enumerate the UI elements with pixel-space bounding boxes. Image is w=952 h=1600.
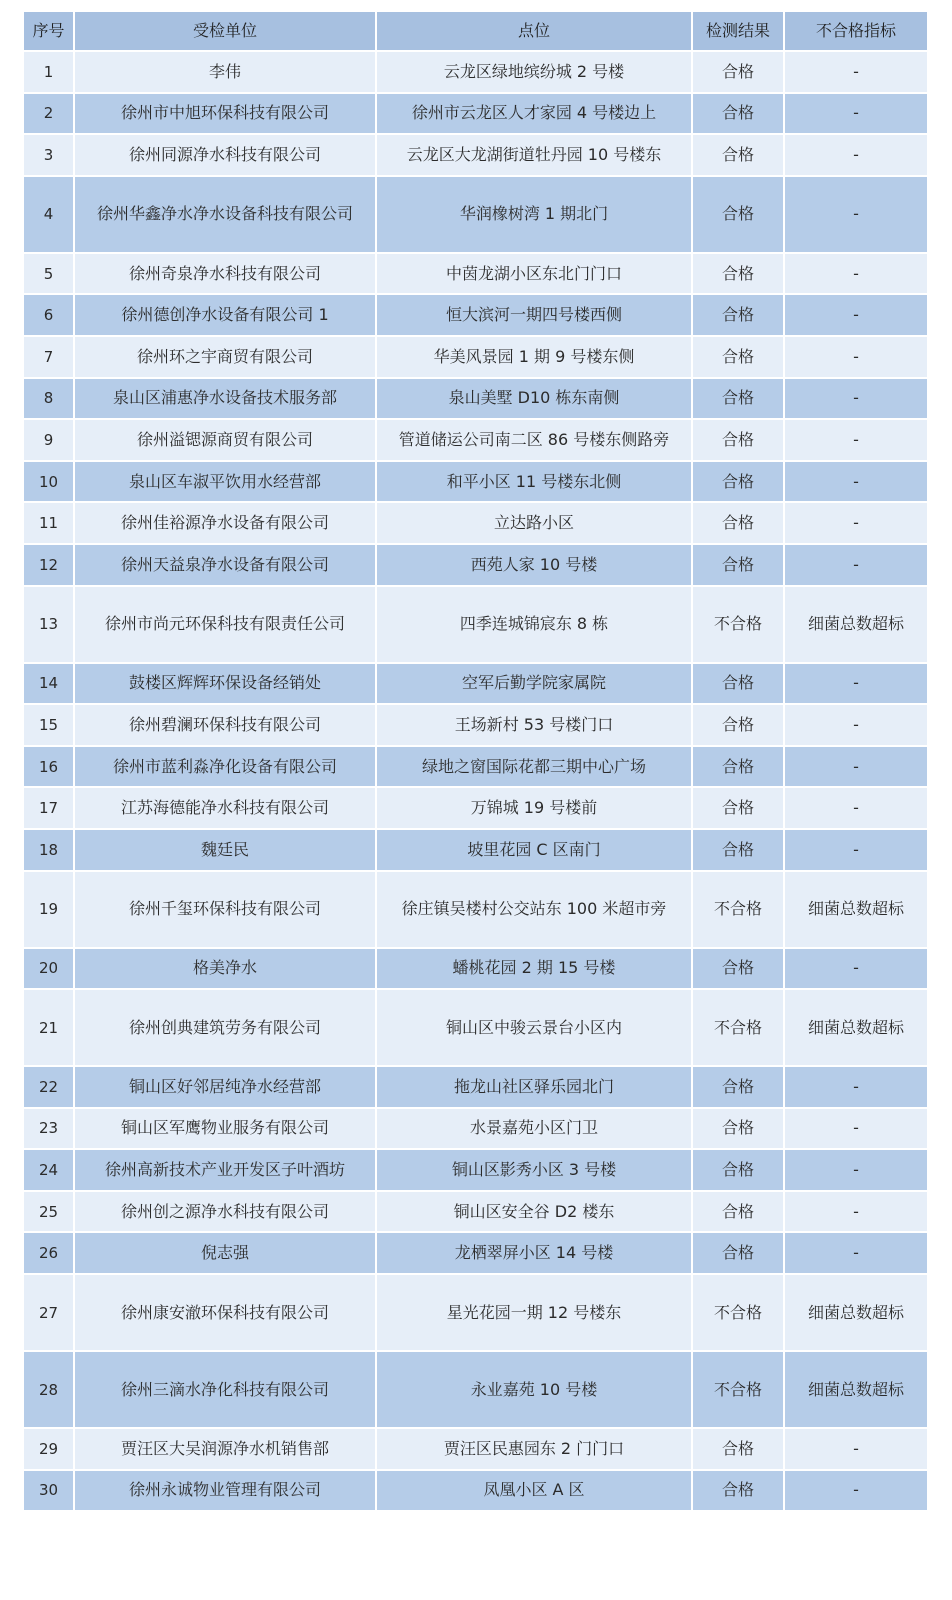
table-row: [24, 544, 928, 586]
cell-failed-indicator: -: [784, 704, 928, 746]
cell-unit: 徐州碧澜环保科技有限公司: [74, 704, 376, 746]
cell-unit: 铜山区好邻居纯净水经营部: [74, 1066, 376, 1108]
cell-failed-indicator: -: [784, 294, 928, 336]
table-row: [24, 176, 928, 253]
cell-unit: 贾汪区大吴润源净水机销售部: [74, 1428, 376, 1470]
inspection-results-table: [24, 12, 929, 1512]
cell-unit: 徐州高新技术产业开发区子叶酒坊: [74, 1149, 376, 1191]
cell-location: 立达路小区: [376, 502, 692, 544]
cell-result: 合格: [692, 663, 784, 705]
cell-failed-indicator: -: [784, 176, 928, 253]
cell-location: 坡里花园 C 区南门: [376, 829, 692, 871]
cell-location: 永业嘉苑 10 号楼: [376, 1351, 692, 1428]
cell-result: 合格: [692, 544, 784, 586]
cell-index: 24: [24, 1149, 74, 1191]
table-row: [24, 1149, 928, 1191]
cell-index: 23: [24, 1108, 74, 1150]
cell-location: 空军后勤学院家属院: [376, 663, 692, 705]
cell-unit: 泉山区浦惠净水设备技术服务部: [74, 378, 376, 420]
cell-failed-indicator: -: [784, 1108, 928, 1150]
table-row: [24, 419, 928, 461]
cell-location: 云龙区大龙湖街道牡丹园 10 号楼东: [376, 134, 692, 176]
cell-result: 不合格: [692, 586, 784, 663]
cell-index: 12: [24, 544, 74, 586]
cell-failed-indicator: -: [784, 1428, 928, 1470]
cell-failed-indicator: 细菌总数超标: [784, 1351, 928, 1428]
cell-index: 2: [24, 93, 74, 135]
cell-location: 泉山美墅 D10 栋东南侧: [376, 378, 692, 420]
cell-failed-indicator: -: [784, 1191, 928, 1233]
header-failed-indicator: 不合格指标: [784, 12, 928, 51]
cell-index: 19: [24, 871, 74, 948]
cell-location: 和平小区 11 号楼东北侧: [376, 461, 692, 503]
cell-location: 蟠桃花园 2 期 15 号楼: [376, 948, 692, 990]
cell-index: 22: [24, 1066, 74, 1108]
table-row: [24, 746, 928, 788]
cell-result: 合格: [692, 378, 784, 420]
header-result: 检测结果: [692, 12, 784, 51]
cell-unit: 格美净水: [74, 948, 376, 990]
cell-unit: 徐州千玺环保科技有限公司: [74, 871, 376, 948]
results-table-container: [24, 12, 928, 1512]
cell-index: 17: [24, 787, 74, 829]
cell-unit: 泉山区车淑平饮用水经营部: [74, 461, 376, 503]
header-unit: 受检单位: [74, 12, 376, 51]
cell-failed-indicator: -: [784, 746, 928, 788]
table-body: [24, 51, 928, 1511]
cell-failed-indicator: -: [784, 93, 928, 135]
cell-result: 不合格: [692, 1274, 784, 1351]
cell-failed-indicator: -: [784, 51, 928, 93]
table-row: [24, 502, 928, 544]
cell-index: 18: [24, 829, 74, 871]
cell-result: 合格: [692, 1470, 784, 1512]
cell-failed-indicator: -: [784, 378, 928, 420]
cell-result: 合格: [692, 51, 784, 93]
cell-location: 云龙区绿地缤纷城 2 号楼: [376, 51, 692, 93]
cell-unit: 徐州市蓝利淼净化设备有限公司: [74, 746, 376, 788]
cell-index: 25: [24, 1191, 74, 1233]
cell-unit: 徐州康安澈环保科技有限公司: [74, 1274, 376, 1351]
cell-result: 不合格: [692, 871, 784, 948]
cell-index: 13: [24, 586, 74, 663]
cell-failed-indicator: 细菌总数超标: [784, 586, 928, 663]
cell-result: 合格: [692, 502, 784, 544]
cell-index: 8: [24, 378, 74, 420]
table-row: [24, 1274, 928, 1351]
cell-unit: 徐州同源净水科技有限公司: [74, 134, 376, 176]
cell-index: 5: [24, 253, 74, 295]
cell-failed-indicator: -: [784, 948, 928, 990]
cell-failed-indicator: -: [784, 787, 928, 829]
cell-index: 10: [24, 461, 74, 503]
table-row: [24, 1232, 928, 1274]
cell-result: 合格: [692, 93, 784, 135]
cell-result: 合格: [692, 1191, 784, 1233]
cell-unit: 徐州华鑫净水净水设备科技有限公司: [74, 176, 376, 253]
table-row: [24, 586, 928, 663]
cell-failed-indicator: -: [784, 544, 928, 586]
cell-result: 合格: [692, 787, 784, 829]
cell-result: 合格: [692, 746, 784, 788]
cell-location: 四季连城锦宸东 8 栋: [376, 586, 692, 663]
cell-result: 不合格: [692, 1351, 784, 1428]
cell-failed-indicator: -: [784, 829, 928, 871]
cell-failed-indicator: -: [784, 1470, 928, 1512]
cell-unit: 鼓楼区辉辉环保设备经销处: [74, 663, 376, 705]
table-row: [24, 378, 928, 420]
cell-unit: 徐州创之源净水科技有限公司: [74, 1191, 376, 1233]
header-index: 序号: [24, 12, 74, 51]
cell-failed-indicator: -: [784, 1232, 928, 1274]
cell-index: 15: [24, 704, 74, 746]
cell-unit: 徐州天益泉净水设备有限公司: [74, 544, 376, 586]
cell-failed-indicator: -: [784, 134, 928, 176]
cell-location: 贾汪区民惠园东 2 门门口: [376, 1428, 692, 1470]
cell-location: 王场新村 53 号楼门口: [376, 704, 692, 746]
table-row: [24, 871, 928, 948]
cell-location: 管道储运公司南二区 86 号楼东侧路旁: [376, 419, 692, 461]
table-row: [24, 1351, 928, 1428]
table-row: [24, 948, 928, 990]
cell-unit: 李伟: [74, 51, 376, 93]
cell-failed-indicator: 细菌总数超标: [784, 871, 928, 948]
cell-failed-indicator: -: [784, 663, 928, 705]
cell-unit: 徐州奇泉净水科技有限公司: [74, 253, 376, 295]
cell-unit: 倪志强: [74, 1232, 376, 1274]
cell-index: 3: [24, 134, 74, 176]
cell-unit: 徐州三滴水净化科技有限公司: [74, 1351, 376, 1428]
table-row: [24, 989, 928, 1066]
cell-result: 合格: [692, 253, 784, 295]
table-row: [24, 1191, 928, 1233]
cell-location: 绿地之窗国际花都三期中心广场: [376, 746, 692, 788]
table-row: [24, 253, 928, 295]
cell-unit: 徐州市尚元环保科技有限责任公司: [74, 586, 376, 663]
table-row: [24, 93, 928, 135]
cell-unit: 徐州创典建筑劳务有限公司: [74, 989, 376, 1066]
table-row: [24, 1470, 928, 1512]
cell-location: 铜山区安全谷 D2 楼东: [376, 1191, 692, 1233]
header-location: 点位: [376, 12, 692, 51]
cell-result: 合格: [692, 1428, 784, 1470]
cell-index: 20: [24, 948, 74, 990]
table-row: [24, 134, 928, 176]
cell-location: 万锦城 19 号楼前: [376, 787, 692, 829]
cell-location: 中茵龙湖小区东北门门口: [376, 253, 692, 295]
cell-result: 合格: [692, 176, 784, 253]
cell-location: 西苑人家 10 号楼: [376, 544, 692, 586]
cell-index: 14: [24, 663, 74, 705]
cell-location: 华美风景园 1 期 9 号楼东侧: [376, 336, 692, 378]
cell-unit: 魏廷民: [74, 829, 376, 871]
cell-unit: 徐州永诚物业管理有限公司: [74, 1470, 376, 1512]
table-row: [24, 336, 928, 378]
cell-unit: 徐州市中旭环保科技有限公司: [74, 93, 376, 135]
cell-failed-indicator: 细菌总数超标: [784, 989, 928, 1066]
cell-location: 拖龙山社区驿乐园北门: [376, 1066, 692, 1108]
cell-unit: 徐州德创净水设备有限公司 1: [74, 294, 376, 336]
cell-index: 30: [24, 1470, 74, 1512]
cell-location: 恒大滨河一期四号楼西侧: [376, 294, 692, 336]
cell-index: 16: [24, 746, 74, 788]
cell-unit: 徐州佳裕源净水设备有限公司: [74, 502, 376, 544]
cell-index: 27: [24, 1274, 74, 1351]
table-row: [24, 1428, 928, 1470]
cell-index: 26: [24, 1232, 74, 1274]
cell-result: 合格: [692, 294, 784, 336]
cell-index: 28: [24, 1351, 74, 1428]
cell-result: 合格: [692, 948, 784, 990]
cell-failed-indicator: 细菌总数超标: [784, 1274, 928, 1351]
cell-index: 29: [24, 1428, 74, 1470]
table-header-row: [24, 12, 928, 51]
cell-unit: 徐州环之宇商贸有限公司: [74, 336, 376, 378]
cell-failed-indicator: -: [784, 419, 928, 461]
cell-result: 合格: [692, 1066, 784, 1108]
cell-location: 铜山区中骏云景台小区内: [376, 989, 692, 1066]
cell-result: 合格: [692, 134, 784, 176]
cell-failed-indicator: -: [784, 336, 928, 378]
cell-result: 合格: [692, 1232, 784, 1274]
table-row: [24, 1066, 928, 1108]
cell-result: 合格: [692, 419, 784, 461]
cell-location: 龙栖翠屏小区 14 号楼: [376, 1232, 692, 1274]
cell-location: 水景嘉苑小区门卫: [376, 1108, 692, 1150]
cell-index: 11: [24, 502, 74, 544]
cell-index: 6: [24, 294, 74, 336]
cell-result: 合格: [692, 1149, 784, 1191]
cell-failed-indicator: -: [784, 1149, 928, 1191]
cell-failed-indicator: -: [784, 1066, 928, 1108]
cell-location: 铜山区影秀小区 3 号楼: [376, 1149, 692, 1191]
cell-result: 合格: [692, 829, 784, 871]
cell-index: 1: [24, 51, 74, 93]
cell-result: 合格: [692, 461, 784, 503]
cell-result: 合格: [692, 1108, 784, 1150]
cell-failed-indicator: -: [784, 461, 928, 503]
cell-location: 星光花园一期 12 号楼东: [376, 1274, 692, 1351]
table-row: [24, 1108, 928, 1150]
table-row: [24, 829, 928, 871]
table-row: [24, 663, 928, 705]
cell-index: 9: [24, 419, 74, 461]
cell-failed-indicator: -: [784, 502, 928, 544]
cell-location: 华润橡树湾 1 期北门: [376, 176, 692, 253]
table-row: [24, 51, 928, 93]
cell-index: 7: [24, 336, 74, 378]
cell-unit: 江苏海德能净水科技有限公司: [74, 787, 376, 829]
cell-result: 不合格: [692, 989, 784, 1066]
cell-location: 凤凰小区 A 区: [376, 1470, 692, 1512]
table-row: [24, 461, 928, 503]
cell-unit: 徐州溢锶源商贸有限公司: [74, 419, 376, 461]
cell-result: 合格: [692, 704, 784, 746]
cell-failed-indicator: -: [784, 253, 928, 295]
cell-unit: 铜山区军鹰物业服务有限公司: [74, 1108, 376, 1150]
cell-result: 合格: [692, 336, 784, 378]
table-row: [24, 294, 928, 336]
cell-index: 4: [24, 176, 74, 253]
table-row: [24, 704, 928, 746]
cell-location: 徐州市云龙区人才家园 4 号楼边上: [376, 93, 692, 135]
table-row: [24, 787, 928, 829]
cell-location: 徐庄镇吴楼村公交站东 100 米超市旁: [376, 871, 692, 948]
cell-index: 21: [24, 989, 74, 1066]
